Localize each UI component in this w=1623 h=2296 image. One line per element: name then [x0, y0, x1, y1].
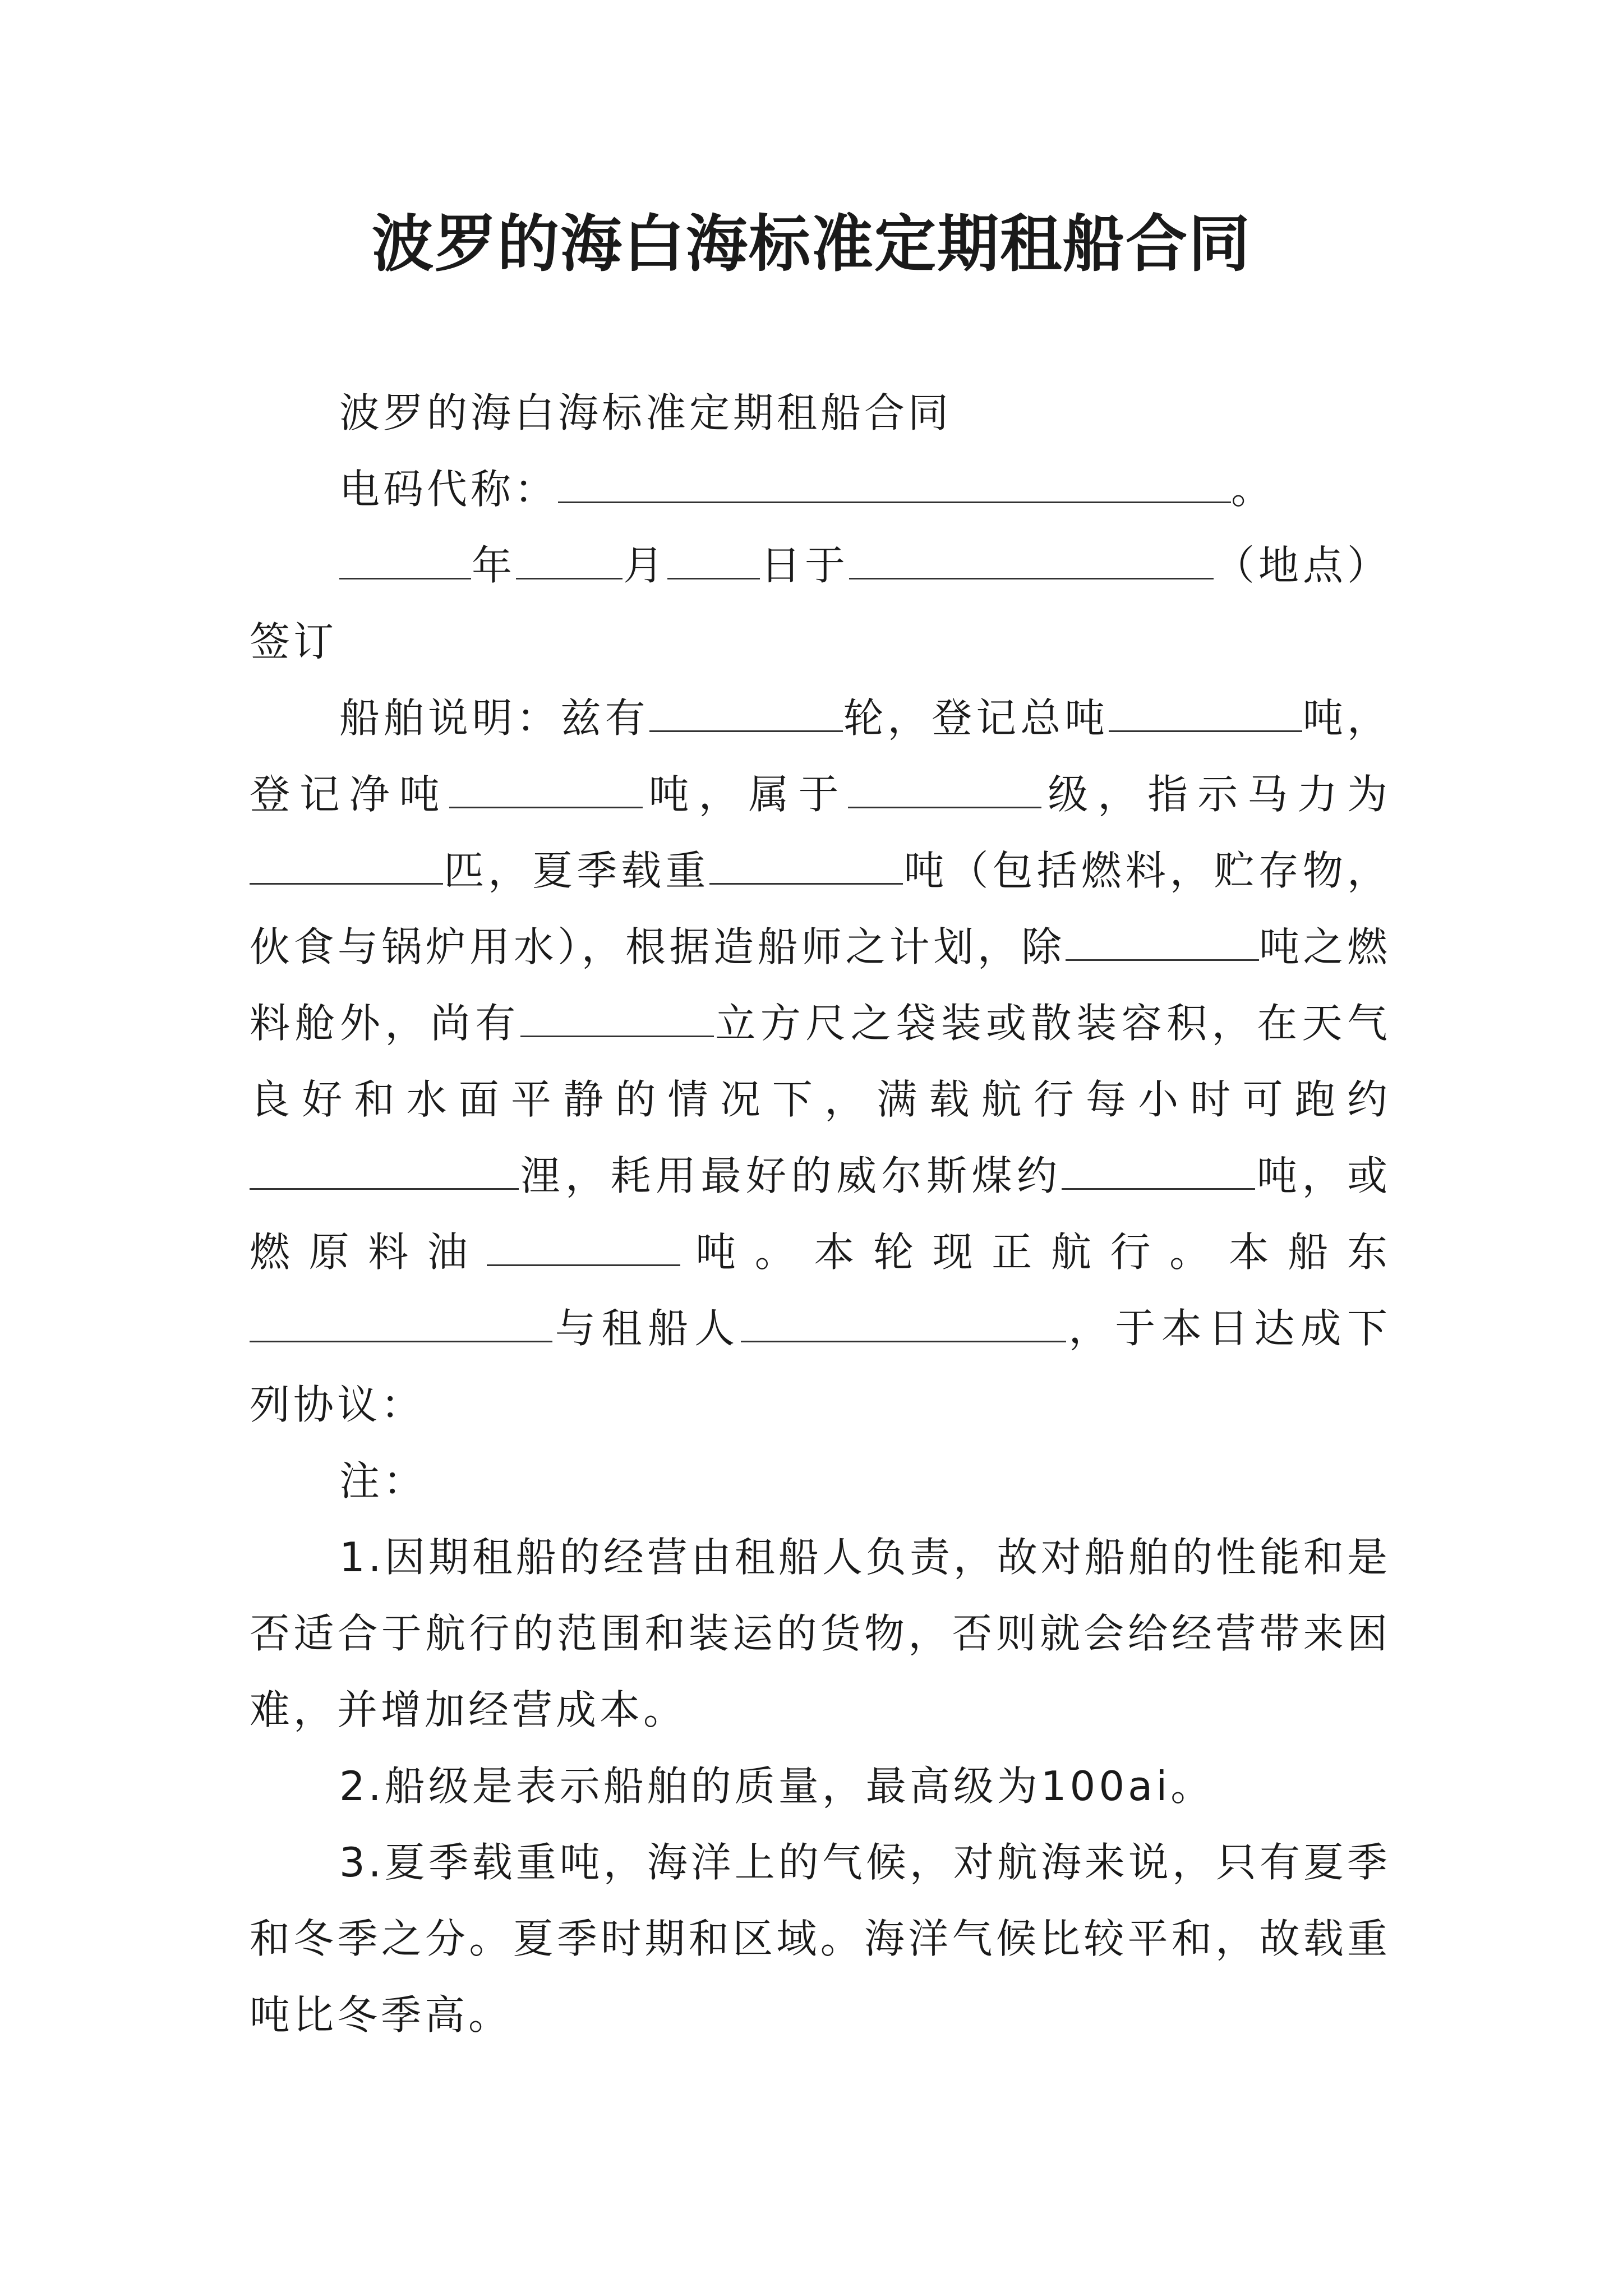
note-item-2: 2.船级是表示船舶的质量，最高级为100ai。 [339, 1763, 1215, 1810]
document-body [250, 375, 1391, 2053]
gross-tonnage-blank [1109, 694, 1302, 732]
ship-text: 轮，登记总吨 [842, 694, 1109, 742]
note-item-1: 1.因期租船的经营由租船人负责，故对船舶的性能和是否适合于航行的范围和装运的货物，否则就会给经营带来困难，并增加经营成本。 [250, 1534, 1391, 1733]
code-name-end: 。 [1231, 466, 1275, 513]
ship-description-paragraph [250, 680, 1391, 1443]
ship-text: 吨（包括燃料，贮存物，伙食与锅炉用水），根据造船师之计划，除 [250, 847, 1391, 970]
month-label: 月 [623, 542, 667, 589]
class-blank [848, 770, 1041, 808]
ship-text: 吨，属于 [642, 771, 849, 818]
ship-text: 吨之燃料舱外，尚有 [250, 923, 1391, 1047]
ship-text: 与租船人 [552, 1305, 741, 1352]
code-name-label: 电码代称： [339, 466, 559, 513]
ship-text: 吨。本轮现正航行。本船东 [680, 1228, 1391, 1276]
ship-text: 浬，耗用最好的威尔斯煤约 [519, 1152, 1062, 1199]
ship-text: ，于本日达成下列协议： [250, 1305, 1391, 1428]
year-label: 年 [471, 542, 516, 589]
summer-deadweight-blank [709, 846, 903, 885]
ship-text: 船舶说明：兹有 [339, 694, 649, 742]
place-blank [849, 541, 1214, 579]
charterer-blank [741, 1304, 1066, 1342]
month-blank [516, 541, 623, 579]
note-item-3: 3.夏季载重吨，海洋上的气候，对航海来说，只有夏季和冬季之分。夏季时期和区域。海洋气候比较平和，故载重吨比冬季高。 [250, 1839, 1391, 2039]
document-title: 波罗的海白海标准定期租船合同 [372, 208, 1251, 280]
horsepower-blank [250, 846, 443, 885]
fuel-tonnage-blank [1066, 923, 1259, 961]
ship-text: 匹，夏季载重 [443, 847, 710, 894]
year-blank [339, 541, 471, 579]
code-name-line [250, 451, 1391, 527]
ship-text: 吨，或燃原料油 [250, 1152, 1391, 1276]
place-label: （地点）签订 [250, 542, 1391, 665]
day-label: 日于 [760, 542, 849, 589]
ship-text: 级，指示马力为 [1041, 771, 1391, 818]
contract-heading: 波罗的海白海标准定期租船合同 [339, 389, 952, 436]
ship-name-blank [649, 694, 843, 732]
speed-blank [250, 1152, 519, 1190]
oil-consumption-blank [487, 1228, 680, 1266]
cubic-capacity-blank [520, 999, 714, 1037]
owner-blank [250, 1304, 552, 1342]
note-label: 注： [339, 1457, 427, 1504]
day-blank [667, 541, 760, 579]
ship-text: 吨，登记净吨 [250, 694, 1391, 818]
net-tonnage-blank [449, 770, 643, 808]
code-name-blank [558, 465, 1231, 503]
date-place-line [250, 527, 1391, 680]
ship-text: 立方尺之袋装或散装容积，在天气良好和水面平静的情况下，满载航行每小时可跑约 [250, 1000, 1391, 1123]
coal-consumption-blank [1062, 1152, 1255, 1190]
